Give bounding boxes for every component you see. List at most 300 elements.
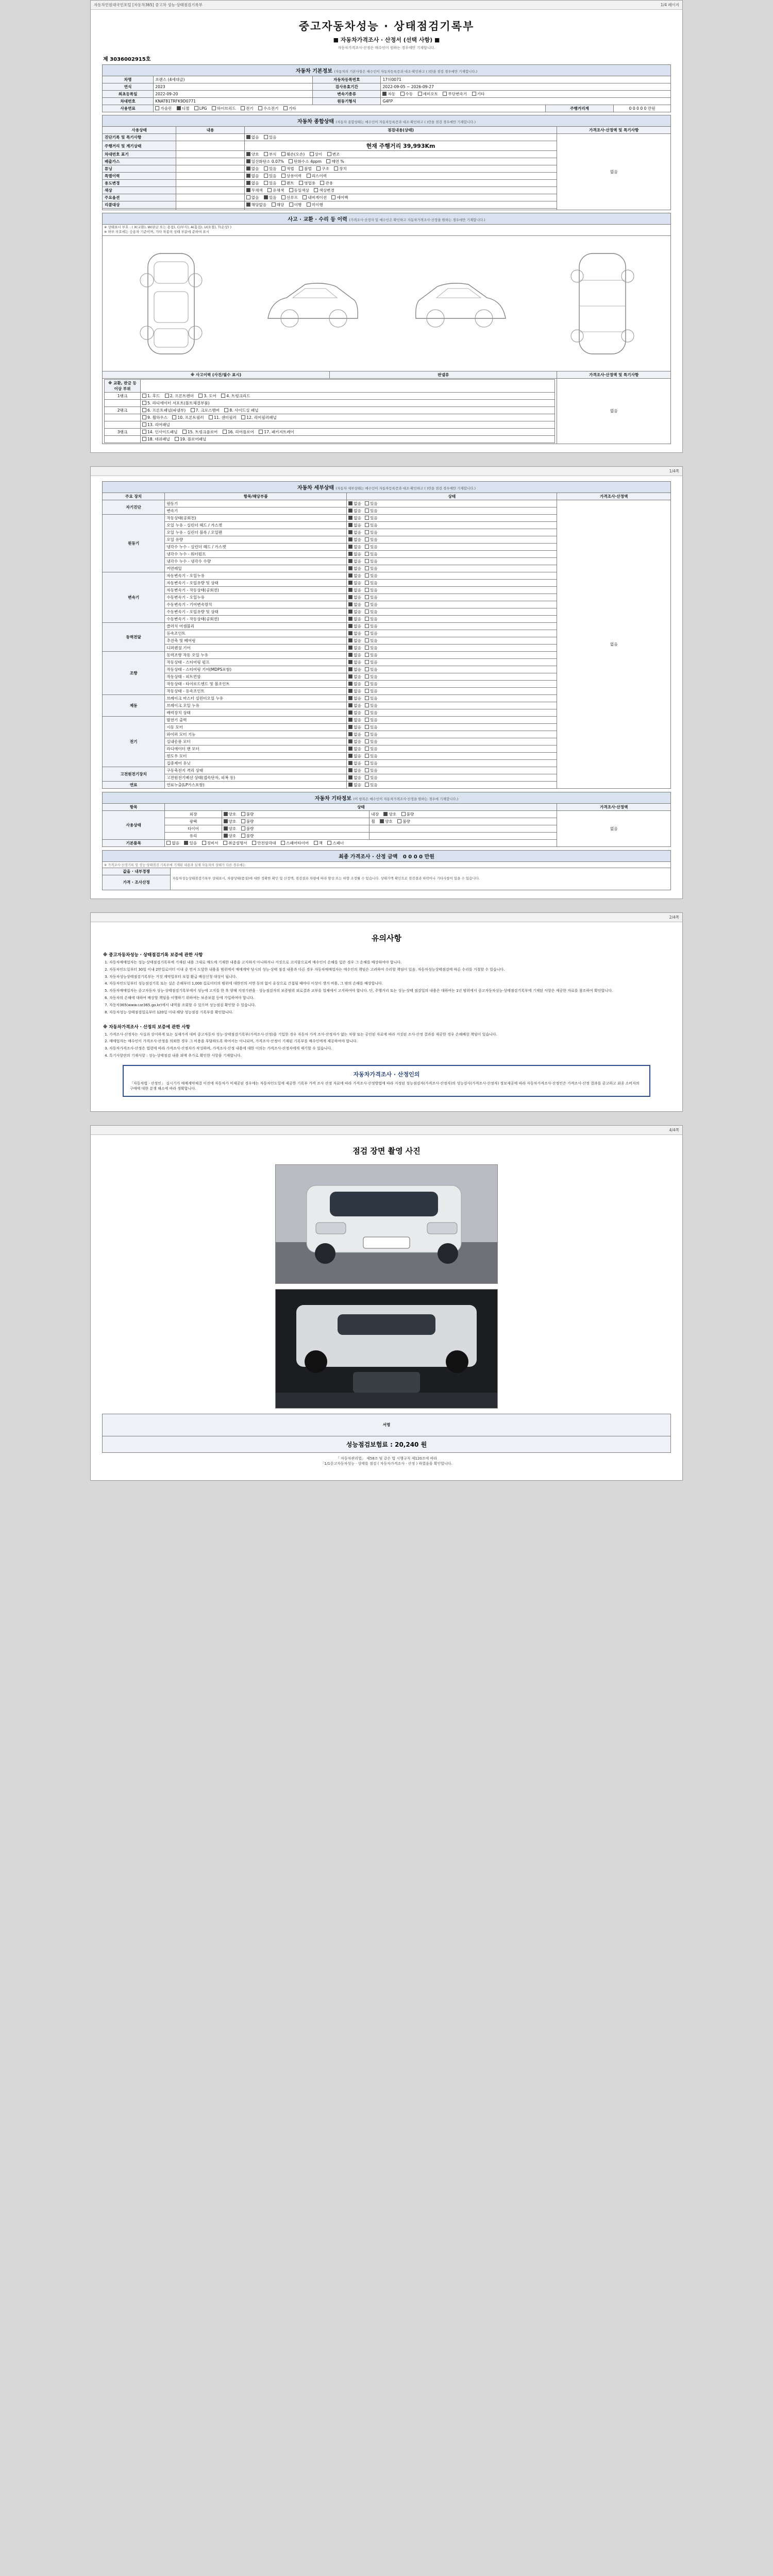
others-row-status-0: [222, 810, 369, 818]
part-cross-member[interactable]: 7. 크로스멤버: [191, 408, 220, 413]
detail-item-label: 변속기: [165, 507, 347, 514]
checkbox-status-none[interactable]: 없음: [348, 551, 361, 557]
accident-legend-row: [103, 225, 671, 236]
table-row: [103, 98, 671, 105]
checkbox-status-yes[interactable]: 있음: [365, 587, 378, 593]
checkbox-status-none[interactable]: 없음: [348, 696, 361, 701]
final-price-table: [102, 850, 671, 890]
checkbox-status-none[interactable]: 없음: [348, 573, 361, 579]
detail-item-label: 집중제어 유닛: [165, 759, 347, 767]
checkbox-status-yes[interactable]: 있음: [365, 696, 378, 701]
detail-group-4: 조향: [103, 651, 165, 694]
checkbox-status-yes[interactable]: 있음: [365, 732, 378, 737]
checkbox-wheel-bad[interactable]: 불량: [397, 819, 410, 824]
checkbox-status-yes[interactable]: 있음: [365, 739, 378, 744]
checkbox-spanner[interactable]: 스패너: [327, 840, 344, 846]
caution-item: 7. 자동차365(www.car365.go.kr)에서 내역을 조회할 수 있으며 성능점검 확인할 수 있습니다.: [109, 1003, 671, 1008]
checkbox-status-yes[interactable]: 있음: [365, 558, 378, 564]
detail-item-status: [347, 536, 557, 543]
checkbox-color-mono[interactable]: 무채색: [246, 188, 263, 193]
detail-item-status: [347, 709, 557, 716]
detail-item-status: [347, 557, 557, 565]
mileage-display: 현재 주행거리 39,993Km: [244, 141, 557, 151]
parts-title: ※ 교환, 판금 등 이상 부위: [105, 379, 141, 392]
part-rear-floor[interactable]: 16. 리어플로어: [223, 429, 254, 435]
detail-item-label: 수동변속기 - 오일유량 및 상태: [165, 608, 347, 615]
checkbox-trans-auto[interactable]: 자동: [382, 91, 395, 97]
part-package-tray[interactable]: 17. 패키지트레이: [259, 429, 294, 435]
checkbox-vin-rust[interactable]: 부식: [264, 151, 277, 157]
overall-row-status-3: [244, 158, 557, 165]
checkbox-tire-good[interactable]: 양호: [224, 826, 237, 832]
detail-group-5: 제동: [103, 694, 165, 716]
table-row: [103, 83, 671, 91]
checkbox-basicitems-yes[interactable]: 있음: [184, 840, 197, 846]
part-radiator-support[interactable]: 5. 라디에이터 서포트(볼트체결부품): [142, 400, 210, 406]
checkbox-color-same[interactable]: 동일색상: [289, 188, 309, 193]
detail-note: (자동차 세부상태는 매수인이 자동차등록증과 대조·확인하고 ( )란을 점검 경우에만 기재합니다.): [335, 486, 476, 490]
checkbox-status-yes[interactable]: 있음: [365, 782, 378, 788]
checkbox-trans-etc[interactable]: 기타: [472, 91, 485, 97]
overall-row-label-8: 주요옵션: [103, 194, 176, 201]
detail-item-label: 오일 누유 - 실린더 헤드 / 가스켓: [165, 521, 347, 529]
others-row-label-2: 타이어: [165, 825, 222, 832]
parts-grade-3: 3랭크: [105, 428, 141, 435]
checkbox-fuel-gasoline[interactable]: 가솔린: [155, 106, 172, 111]
detail-item-status: [347, 651, 557, 658]
checkbox-trans-semi[interactable]: 세미오토: [418, 91, 438, 97]
checkbox-interior-good[interactable]: 양호: [383, 811, 396, 817]
checkbox-status-yes[interactable]: 있음: [365, 609, 378, 615]
detail-item-label: 고전원전기배선 상태(접속단자, 피복 등): [165, 774, 347, 781]
checkbox-status-none[interactable]: 없음: [348, 623, 361, 629]
part-trunk-floor[interactable]: 15. 트렁크플로어: [182, 429, 218, 435]
document-title: 중고자동차성능 · 상태점검기록부: [298, 20, 475, 32]
detail-item-label: 수동변속기 - 기어변속장치: [165, 601, 347, 608]
accident-legend-line2: ※ 하부 부호에는 승용차 기준이며, 기타 차종의 상태 부분에 준하여 표시: [104, 230, 209, 234]
detail-group-2: 변속기: [103, 572, 165, 622]
checkbox-status-none[interactable]: 없음: [348, 522, 361, 528]
part-dash-panel[interactable]: 18. 대쉬패널: [142, 436, 170, 442]
detail-item-label: 시동 모터: [165, 723, 347, 731]
topbar-left-text-4: [94, 1127, 95, 1133]
checkbox-trans-cvt[interactable]: 무단변속기: [443, 91, 467, 97]
photo-vehicle-underbody: [276, 1290, 497, 1408]
checkbox-status-none[interactable]: 없음: [348, 652, 361, 658]
checkbox-spare-tire[interactable]: 스패어타이어: [281, 840, 309, 846]
detail-group-3: 동력전달: [103, 622, 165, 651]
checkbox-status-none[interactable]: 없음: [348, 760, 361, 766]
table-row: [103, 500, 671, 507]
checkbox-handbook[interactable]: 취급설명서: [223, 840, 247, 846]
detail-item-label: 수동변속기 - 오일누유: [165, 594, 347, 601]
checkbox-status-yes[interactable]: 있음: [365, 515, 378, 521]
parts-grade-1: 1랭크: [105, 392, 141, 399]
browser-topbar-4: [91, 1126, 682, 1135]
checkbox-tuning-illegal[interactable]: 불법: [299, 166, 312, 172]
checkbox-status-none[interactable]: 없음: [348, 674, 361, 680]
table-row: [103, 1414, 671, 1436]
part-rear-panel[interactable]: 13. 리어패널: [142, 422, 170, 428]
checkbox-status-none[interactable]: 없음: [348, 710, 361, 716]
checkbox-tuning-yes[interactable]: 있음: [264, 166, 277, 172]
overall-row-detail-5: [176, 173, 244, 180]
table-row: [105, 414, 555, 421]
detail-item-label: 브레이크 마스터 실린더오일 누유: [165, 694, 347, 702]
checkbox-fuel-lpg[interactable]: LPG: [194, 106, 207, 111]
checkbox-status-yes[interactable]: 있음: [365, 573, 378, 579]
checkbox-status-none[interactable]: 없음: [348, 631, 361, 636]
detail-item-label: 냉각수 누수 - 냉각수 수량: [165, 557, 347, 565]
overall-row-status-6: [244, 180, 557, 187]
checkbox-status-yes[interactable]: 있음: [365, 753, 378, 759]
detail-group-6: 전기: [103, 716, 165, 767]
checkbox-diag-none[interactable]: 없음: [246, 134, 259, 140]
checkbox-history-commercial[interactable]: 상용이력: [281, 173, 301, 179]
part-front-fender[interactable]: 2. 프론트펜더: [165, 393, 194, 399]
parts-items-1: [140, 392, 554, 399]
part-door[interactable]: 3. 도어: [198, 393, 216, 399]
checkbox-option-sunroof[interactable]: 선루프: [281, 195, 298, 200]
document-body-1: [91, 10, 682, 452]
detail-item-status: [347, 694, 557, 702]
basic-info-title: 자동차 기본정보: [295, 69, 332, 74]
car-left-side-icon: [261, 265, 364, 342]
detail-state-table: [102, 481, 671, 789]
overall-row-label-0: 진단기록 및 특기사항: [103, 134, 176, 141]
others-note: (이 항목은 매수인이 자동차가격조사·산정을 원하는 경우에 기재합니다.): [353, 796, 459, 801]
parts-items-2: [140, 406, 554, 414]
checkbox-status-yes[interactable]: 있음: [365, 631, 378, 636]
checkbox-glass-bad[interactable]: 불량: [241, 833, 254, 839]
table-row: [103, 105, 671, 112]
checkbox-status-none[interactable]: 없음: [348, 566, 361, 571]
detail-item-status: [347, 500, 557, 507]
detail-item-status: [347, 759, 557, 767]
checkbox-recall-yes[interactable]: 해당: [272, 202, 284, 208]
checkbox-trans-manual[interactable]: 수동: [400, 91, 413, 97]
caution-item: 3. 자동차성능상태점검기록부는 거짓 계약일부터 보험 환급 배상신청 대상이 됩니다.: [109, 974, 671, 980]
checkbox-fuel-hybrid[interactable]: 하이브리드: [212, 106, 236, 111]
checkbox-status-none[interactable]: 없음: [348, 732, 361, 737]
detail-item-label: 추진축 및 베어링: [165, 637, 347, 644]
checkbox-tuning-structure[interactable]: 구조: [316, 166, 329, 172]
others-section-bar: [103, 792, 671, 803]
checkbox-status-none[interactable]: 없음: [348, 688, 361, 694]
overall-col-1: 사용상태: [103, 127, 176, 134]
value-trans: [381, 91, 671, 98]
checkbox-tuning-legal[interactable]: 적법: [281, 166, 294, 172]
accident-subheader-row: [103, 371, 671, 378]
checkbox-interior-bad[interactable]: 불량: [401, 811, 414, 817]
basic-items-status: [165, 839, 557, 846]
detail-item-label: 작동상태 - 타이로드엔드 및 볼조인트: [165, 680, 347, 687]
part-inside-panel[interactable]: 14. 인사이드패널: [142, 429, 178, 435]
checkbox-status-none[interactable]: 없음: [348, 508, 361, 514]
parts-grade-2: 2랭크: [105, 406, 141, 414]
part-hood[interactable]: 1. 후드: [142, 393, 160, 399]
checkbox-option-none[interactable]: 없음: [246, 195, 259, 200]
checkbox-manual[interactable]: 정비서: [202, 840, 219, 846]
overall-row-detail-9: [176, 201, 244, 209]
checkbox-option-airbag[interactable]: 에어백: [331, 195, 348, 200]
checkbox-glass-good[interactable]: 양호: [224, 833, 237, 839]
page-mark-4: 4/4쪽: [669, 1127, 679, 1132]
checkbox-status-none[interactable]: 없음: [348, 595, 361, 600]
overall-row-detail-2: [176, 151, 244, 158]
part-floor-panel[interactable]: 19. 플로어패널: [175, 436, 206, 442]
checkbox-vin-diff[interactable]: 상이: [310, 151, 323, 157]
checkbox-status-none[interactable]: 없음: [348, 602, 361, 607]
checkbox-status-none[interactable]: 없음: [348, 717, 361, 723]
checkbox-status-yes[interactable]: 있음: [365, 710, 378, 716]
part-front-panel[interactable]: 6. 프론트패널(파넬부): [142, 408, 186, 413]
checkbox-history-none[interactable]: 없음: [246, 173, 259, 179]
checkbox-status-yes[interactable]: 있음: [365, 760, 378, 766]
checkbox-basicitems-none[interactable]: 없음: [166, 840, 179, 846]
parts-grade-cell: [140, 379, 554, 392]
part-rear-pillar[interactable]: 12. 리어필러패널: [241, 415, 277, 420]
checkbox-wheel-good[interactable]: 양호: [380, 819, 393, 824]
checkbox-tuning-device[interactable]: 장치: [334, 166, 347, 172]
overall-section-bar: [103, 115, 671, 127]
checkbox-status-none[interactable]: 없음: [348, 667, 361, 672]
checkbox-status-yes[interactable]: 있음: [365, 659, 378, 665]
parts-items-2b: [140, 414, 554, 421]
detail-item-label: 작동상태(공회전): [165, 514, 347, 521]
checkbox-status-none[interactable]: 없음: [348, 544, 361, 550]
checkbox-recall-na[interactable]: 해당없음: [246, 202, 266, 208]
cautions-list: [109, 960, 671, 1015]
others-row-right-2: [369, 825, 557, 832]
overall-col-4: 가격조사·산정액 및 특기사항: [557, 127, 671, 134]
overall-row-detail-0: [176, 134, 244, 141]
checkbox-status-none[interactable]: 없음: [348, 515, 361, 521]
checkbox-option-yes[interactable]: 있음: [264, 195, 277, 200]
others-row-label-0: 외장: [165, 810, 222, 818]
checkbox-status-yes[interactable]: 있음: [365, 674, 378, 680]
car-diagram: [104, 236, 669, 370]
checkbox-status-none[interactable]: 없음: [348, 659, 361, 665]
parts-grade-2b: [105, 414, 141, 421]
checkbox-status-yes[interactable]: 있음: [365, 652, 378, 658]
detail-item-status: [347, 630, 557, 637]
detail-item-status: [347, 550, 557, 557]
checkbox-status-yes[interactable]: 있음: [365, 616, 378, 622]
checkbox-polish-bad[interactable]: 불량: [241, 819, 254, 824]
checkbox-status-none[interactable]: 없음: [348, 703, 361, 708]
final-price-amount: 0 0 0 0 만원: [402, 854, 434, 860]
checkbox-status-yes[interactable]: 있음: [365, 566, 378, 571]
detail-item-status: [347, 687, 557, 694]
checkbox-fuel-hydrogen[interactable]: 수소전기: [258, 106, 278, 111]
others-row-status-1: [222, 818, 369, 825]
checkbox-fuel-etc[interactable]: 기타: [283, 106, 296, 111]
checkbox-jack[interactable]: 잭: [314, 840, 323, 846]
part-side-sill[interactable]: 8. 사이드실 패널: [224, 408, 258, 413]
checkbox-status-none[interactable]: 없음: [348, 501, 361, 506]
label-year: 연식: [103, 83, 154, 91]
detail-item-label: 작동상태 - 스티어링 펌프: [165, 658, 347, 666]
overall-row-label-1: 주행거리 및 계기상태: [103, 141, 176, 151]
table-row: [103, 868, 671, 875]
checkbox-status-none[interactable]: 없음: [348, 768, 361, 773]
parts-items-2c: [140, 421, 554, 428]
overall-row-detail-1: [176, 141, 244, 151]
part-wheel-house[interactable]: 9. 휠하우스: [142, 415, 167, 420]
detail-item-label: 동력조향 작동 오일 누유: [165, 651, 347, 658]
checkbox-triangle[interactable]: 안전삼각대: [252, 840, 276, 846]
checkbox-polish-good[interactable]: 양호: [224, 819, 237, 824]
emission-co: 일산화탄소 0.07%: [246, 159, 284, 164]
checkbox-status-yes[interactable]: 있음: [365, 645, 378, 651]
checkbox-status-none[interactable]: 없음: [348, 558, 361, 564]
sheet-page-3: [90, 912, 683, 1112]
signature-table: [102, 1414, 671, 1436]
others-right-note: 없음: [557, 810, 671, 846]
checkbox-status-yes[interactable]: 있음: [365, 775, 378, 781]
checkbox-tire-bad[interactable]: 불량: [241, 826, 254, 832]
others-col-2: 상태: [165, 803, 557, 810]
checkbox-status-yes[interactable]: 있음: [365, 768, 378, 773]
checkbox-status-yes[interactable]: 있음: [365, 688, 378, 694]
checkbox-usechange-rent[interactable]: 렌트: [281, 180, 294, 186]
checkbox-history-yes[interactable]: 있음: [264, 173, 277, 179]
label-fuel: 사용연료: [103, 105, 154, 112]
label-engine: 원동기형식: [313, 98, 381, 105]
checkbox-fuel-electric[interactable]: 전기: [241, 106, 254, 111]
final-price-title: 최종 가격조사 · 산정 금액: [339, 854, 398, 860]
detail-item-label: 와이퍼 모터 기능: [165, 731, 347, 738]
checkbox-status-yes[interactable]: 있음: [365, 522, 378, 528]
checkbox-status-yes[interactable]: 있음: [365, 595, 378, 600]
document-id: 제 3036002915호: [103, 57, 151, 62]
checkbox-vin-damage[interactable]: 훼손(오손): [281, 151, 305, 157]
part-front-pillar[interactable]: 10. 프론트필러: [172, 415, 204, 420]
detail-item-label: 자동변속기 - 작동상태(공회전): [165, 586, 347, 594]
checkbox-status-none[interactable]: 없음: [348, 587, 361, 593]
part-trunk-lid[interactable]: 4. 트렁크리드: [221, 393, 250, 399]
document-body-4: [91, 1135, 682, 1480]
checkbox-usechange-business[interactable]: 영업용: [299, 180, 315, 186]
checkbox-exterior-bad[interactable]: 불량: [241, 811, 254, 817]
label-trans: 변속기종류: [313, 91, 381, 98]
document-notice: 자동차가격조사·산정은 매수인이 원하는 경우에만 기재합니다.: [338, 46, 435, 50]
checkbox-status-none[interactable]: 없음: [348, 580, 361, 586]
checkbox-status-yes[interactable]: 있음: [365, 638, 378, 643]
checkbox-status-none[interactable]: 없음: [348, 638, 361, 643]
overall-row-label-3: 배출가스: [103, 158, 176, 165]
checkbox-status-yes[interactable]: 있음: [365, 530, 378, 535]
detail-item-status: [347, 586, 557, 594]
detail-item-status: [347, 781, 557, 788]
checkbox-fuel-diesel[interactable]: 디젤: [177, 106, 190, 111]
inspection-fee: 성능점검보험료 : 20,240 원: [102, 1436, 671, 1453]
checkbox-status-yes[interactable]: 있음: [365, 508, 378, 514]
checkbox-exterior-good[interactable]: 양호: [224, 811, 237, 817]
checkbox-status-none[interactable]: 없음: [348, 681, 361, 687]
checkbox-recall-undone[interactable]: 미이행: [307, 202, 323, 208]
overall-row-label-spare: [103, 209, 176, 210]
overall-row-status-7: [244, 187, 557, 194]
checkbox-status-yes[interactable]: 있음: [365, 746, 378, 752]
checkbox-usechange-none[interactable]: 없음: [246, 180, 259, 186]
final-price-bar: [103, 850, 671, 861]
parts-items-3b: [140, 435, 554, 443]
checkbox-status-none[interactable]: 없음: [348, 537, 361, 543]
checkbox-status-none[interactable]: 없음: [348, 782, 361, 788]
checkbox-vin-mod[interactable]: 변조: [327, 151, 340, 157]
checkbox-status-none[interactable]: 없음: [348, 739, 361, 744]
checkbox-status-yes[interactable]: 있음: [365, 717, 378, 723]
checkbox-status-yes[interactable]: 있음: [365, 681, 378, 687]
checkbox-recall-done[interactable]: 이행: [289, 202, 302, 208]
others-label-interior: 내장: [371, 811, 379, 817]
caution2-item: 3. 자동차가격조사·산정은 법령에 따라 가격조사·산정자가 작성하며, 가격조사·산정 내용에 대한 이의는 가격조사·산정자에게 제기할 수 있습니다.: [109, 1046, 671, 1052]
overall-note: (자동차 종합상태는 매수인이 자동차등록증과 대조·확인하고 ( )란을 점검 경우에만 기재합니다.): [335, 120, 476, 124]
table-row: [103, 76, 671, 83]
checkbox-tuning-none[interactable]: 없음: [246, 166, 259, 172]
detail-item-label: 발전기 출력: [165, 716, 347, 723]
checkbox-color-changed[interactable]: 색상변경: [314, 188, 334, 193]
detail-item-status: [347, 767, 557, 774]
checkbox-status-none[interactable]: 없음: [348, 753, 361, 759]
checkbox-status-none[interactable]: 없음: [348, 746, 361, 752]
checkbox-history-lease[interactable]: 리스이력: [307, 173, 327, 179]
checkbox-status-none[interactable]: 없음: [348, 616, 361, 622]
value-fuel: [154, 105, 546, 112]
label-mileage: 주행거리계: [545, 105, 613, 112]
checkbox-status-yes[interactable]: 있음: [365, 551, 378, 557]
others-col-3: 가격조사·산정액: [557, 803, 671, 810]
final-price-note: ※ 가격조사·산정기록 및 성능·상태점검 기록부에 기재된 내용과 실제 자동차의 상태가 다른 경우에는: [103, 861, 671, 868]
overall-row-status-spare: [244, 209, 557, 210]
checkbox-diag-yes[interactable]: 있음: [264, 134, 277, 140]
others-row-right-3: [369, 832, 557, 839]
title-block: [102, 15, 671, 52]
checkbox-status-yes[interactable]: 있음: [365, 501, 378, 506]
checkbox-status-yes[interactable]: 있음: [365, 580, 378, 586]
part-center-pillar[interactable]: 11. 센터필러: [209, 415, 237, 420]
checkbox-status-yes[interactable]: 있음: [365, 724, 378, 730]
checkbox-status-none[interactable]: 없음: [348, 645, 361, 651]
checkbox-status-yes[interactable]: 있음: [365, 703, 378, 708]
overall-row-status-0: [244, 134, 557, 141]
label-inspection: 검사유효기간: [313, 83, 381, 91]
checkbox-status-none[interactable]: 없음: [348, 530, 361, 535]
caution-item: 1. 자동차매매업자는 성능·상태점검기록부에 기재된 내용 그대로 매도에 기재한 내용을 고지하지 아니하거나 거짓으로 고지함으로써 매수인이 손해를 입은 경우 그 손해를 배상하여야 합니다.: [109, 960, 671, 965]
checkbox-status-yes[interactable]: 있음: [365, 537, 378, 543]
checkbox-status-none[interactable]: 없음: [348, 775, 361, 781]
checkbox-vin-ok[interactable]: 양호: [246, 151, 259, 157]
checkbox-status-yes[interactable]: 있음: [365, 667, 378, 672]
checkbox-status-none[interactable]: 없음: [348, 609, 361, 615]
checkbox-status-yes[interactable]: 있음: [365, 623, 378, 629]
checkbox-option-nav[interactable]: 내비게이션: [303, 195, 327, 200]
basic-items-label: 기본품목: [103, 839, 165, 846]
footer-line-1: 「 자동차관리법」 제58조 및 같은 법 시행규칙 제120조에 따라: [335, 1456, 438, 1461]
checkbox-status-yes[interactable]: 있음: [365, 544, 378, 550]
emission-smoke: 매연 %: [326, 159, 344, 164]
checkbox-usechange-yes[interactable]: 있음: [264, 180, 277, 186]
table-row: [105, 421, 555, 428]
checkbox-usechange-gov[interactable]: 관용: [320, 180, 333, 186]
checkbox-color-chroma[interactable]: 유채색: [267, 188, 284, 193]
checkbox-status-none[interactable]: 없음: [348, 724, 361, 730]
checkbox-status-yes[interactable]: 있음: [365, 602, 378, 607]
detail-item-label: 원동기: [165, 500, 347, 507]
overall-row-label-2: 차대번호 표기: [103, 151, 176, 158]
